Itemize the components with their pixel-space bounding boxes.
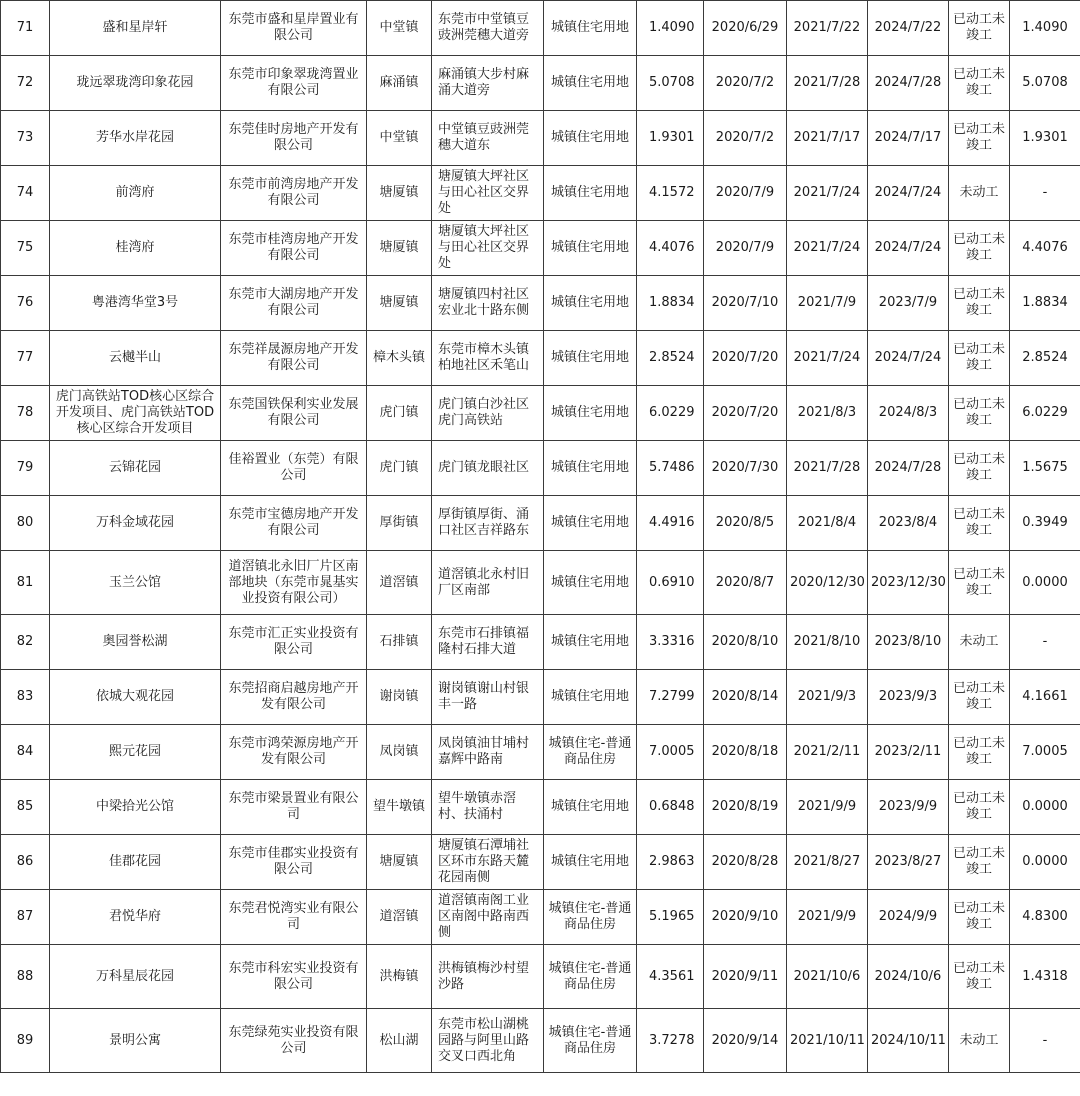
built-area-cell: 1.9301 bbox=[1010, 111, 1080, 166]
area-cell: 4.4916 bbox=[637, 496, 704, 551]
deal-date-cell: 2020/8/19 bbox=[704, 780, 787, 835]
table-row bbox=[1, 276, 1080, 331]
start-date-cell: 2021/2/11 bbox=[787, 725, 868, 780]
table-body bbox=[1, 1, 1080, 1073]
deal-date-cell: 2020/7/30 bbox=[704, 441, 787, 496]
row-number-cell: 77 bbox=[1, 331, 50, 386]
location-cell: 谢岗镇谢山村银丰一路 bbox=[432, 670, 544, 725]
completion-date-cell: 2023/12/30 bbox=[868, 551, 949, 615]
deal-date-cell: 2020/9/10 bbox=[704, 890, 787, 945]
status-cell: 已动工未竣工 bbox=[949, 56, 1010, 111]
start-date-cell: 2020/12/30 bbox=[787, 551, 868, 615]
project-name-cell: 景明公寓 bbox=[50, 1009, 221, 1073]
table-row bbox=[1, 1, 1080, 56]
start-date-cell: 2021/10/11 bbox=[787, 1009, 868, 1073]
land-use-cell: 城镇住宅用地 bbox=[544, 615, 637, 670]
row-number-cell: 85 bbox=[1, 780, 50, 835]
table-row bbox=[1, 496, 1080, 551]
location-cell: 东莞市石排镇福隆村石排大道 bbox=[432, 615, 544, 670]
location-cell: 东莞市樟木头镇柏地社区禾笔山 bbox=[432, 331, 544, 386]
company-cell: 东莞佳时房地产开发有限公司 bbox=[221, 111, 367, 166]
status-cell: 已动工未竣工 bbox=[949, 331, 1010, 386]
row-number-cell: 89 bbox=[1, 1009, 50, 1073]
table-row bbox=[1, 551, 1080, 615]
location-cell: 东莞市中堂镇豆豉洲莞穗大道旁 bbox=[432, 1, 544, 56]
start-date-cell: 2021/7/24 bbox=[787, 166, 868, 221]
project-name-cell: 虎门高铁站TOD核心区综合开发项目、虎门高铁站TOD核心区综合开发项目 bbox=[50, 386, 221, 441]
start-date-cell: 2021/9/9 bbox=[787, 780, 868, 835]
company-cell: 东莞市前湾房地产开发有限公司 bbox=[221, 166, 367, 221]
status-cell: 已动工未竣工 bbox=[949, 111, 1010, 166]
start-date-cell: 2021/7/22 bbox=[787, 1, 868, 56]
deal-date-cell: 2020/7/2 bbox=[704, 111, 787, 166]
area-cell: 1.9301 bbox=[637, 111, 704, 166]
company-cell: 东莞招商启越房地产开发有限公司 bbox=[221, 670, 367, 725]
completion-date-cell: 2024/7/24 bbox=[868, 166, 949, 221]
row-number-cell: 88 bbox=[1, 945, 50, 1009]
land-use-cell: 城镇住宅用地 bbox=[544, 331, 637, 386]
project-name-cell: 珑远翠珑湾印象花园 bbox=[50, 56, 221, 111]
town-cell: 虎门镇 bbox=[367, 386, 432, 441]
company-cell: 东莞绿苑实业投资有限公司 bbox=[221, 1009, 367, 1073]
company-cell: 东莞市印象翠珑湾置业有限公司 bbox=[221, 56, 367, 111]
project-name-cell: 芳华水岸花园 bbox=[50, 111, 221, 166]
status-cell: 已动工未竣工 bbox=[949, 835, 1010, 890]
built-area-cell: 0.0000 bbox=[1010, 780, 1080, 835]
status-cell: 已动工未竣工 bbox=[949, 441, 1010, 496]
deal-date-cell: 2020/7/9 bbox=[704, 221, 787, 276]
table-row bbox=[1, 221, 1080, 276]
land-use-cell: 城镇住宅用地 bbox=[544, 56, 637, 111]
town-cell: 道滘镇 bbox=[367, 551, 432, 615]
location-cell: 塘厦镇大坪社区与田心社区交界处 bbox=[432, 166, 544, 221]
land-use-cell: 城镇住宅用地 bbox=[544, 670, 637, 725]
built-area-cell: 1.4318 bbox=[1010, 945, 1080, 1009]
table-row bbox=[1, 615, 1080, 670]
area-cell: 3.7278 bbox=[637, 1009, 704, 1073]
deal-date-cell: 2020/7/9 bbox=[704, 166, 787, 221]
built-area-cell: 0.0000 bbox=[1010, 835, 1080, 890]
company-cell: 东莞市宝德房地产开发有限公司 bbox=[221, 496, 367, 551]
project-name-cell: 依城大观花园 bbox=[50, 670, 221, 725]
location-cell: 中堂镇豆豉洲莞穗大道东 bbox=[432, 111, 544, 166]
location-cell: 道滘镇北永村旧厂区南部 bbox=[432, 551, 544, 615]
start-date-cell: 2021/7/24 bbox=[787, 221, 868, 276]
location-cell: 东莞市松山湖桃园路与阿里山路交叉口西北角 bbox=[432, 1009, 544, 1073]
deal-date-cell: 2020/8/14 bbox=[704, 670, 787, 725]
row-number-cell: 82 bbox=[1, 615, 50, 670]
deal-date-cell: 2020/7/2 bbox=[704, 56, 787, 111]
area-cell: 0.6848 bbox=[637, 780, 704, 835]
location-cell: 塘厦镇四村社区宏业北十路东侧 bbox=[432, 276, 544, 331]
row-number-cell: 80 bbox=[1, 496, 50, 551]
completion-date-cell: 2023/8/27 bbox=[868, 835, 949, 890]
status-cell: 未动工 bbox=[949, 1009, 1010, 1073]
table-row bbox=[1, 111, 1080, 166]
completion-date-cell: 2024/7/24 bbox=[868, 221, 949, 276]
project-name-cell: 万科星辰花园 bbox=[50, 945, 221, 1009]
status-cell: 已动工未竣工 bbox=[949, 386, 1010, 441]
project-name-cell: 佳郡花园 bbox=[50, 835, 221, 890]
project-name-cell: 粤港湾华堂3号 bbox=[50, 276, 221, 331]
status-cell: 已动工未竣工 bbox=[949, 551, 1010, 615]
deal-date-cell: 2020/8/10 bbox=[704, 615, 787, 670]
start-date-cell: 2021/7/24 bbox=[787, 331, 868, 386]
completion-date-cell: 2024/7/24 bbox=[868, 331, 949, 386]
area-cell: 4.4076 bbox=[637, 221, 704, 276]
table-row bbox=[1, 56, 1080, 111]
completion-date-cell: 2023/9/3 bbox=[868, 670, 949, 725]
project-name-cell: 熙元花园 bbox=[50, 725, 221, 780]
company-cell: 东莞市桂湾房地产开发有限公司 bbox=[221, 221, 367, 276]
row-number-cell: 72 bbox=[1, 56, 50, 111]
row-number-cell: 87 bbox=[1, 890, 50, 945]
deal-date-cell: 2020/8/28 bbox=[704, 835, 787, 890]
town-cell: 塘厦镇 bbox=[367, 221, 432, 276]
row-number-cell: 73 bbox=[1, 111, 50, 166]
deal-date-cell: 2020/7/10 bbox=[704, 276, 787, 331]
built-area-cell: 4.4076 bbox=[1010, 221, 1080, 276]
location-cell: 虎门镇白沙社区虎门高铁站 bbox=[432, 386, 544, 441]
project-name-cell: 君悦华府 bbox=[50, 890, 221, 945]
town-cell: 塘厦镇 bbox=[367, 166, 432, 221]
area-cell: 2.8524 bbox=[637, 331, 704, 386]
land-use-cell: 城镇住宅-普通商品住房 bbox=[544, 890, 637, 945]
completion-date-cell: 2024/7/28 bbox=[868, 441, 949, 496]
built-area-cell: - bbox=[1010, 166, 1080, 221]
start-date-cell: 2021/8/27 bbox=[787, 835, 868, 890]
deal-date-cell: 2020/8/18 bbox=[704, 725, 787, 780]
row-number-cell: 74 bbox=[1, 166, 50, 221]
company-cell: 道滘镇北永旧厂片区南部地块（东莞市晁基实业投资有限公司） bbox=[221, 551, 367, 615]
location-cell: 洪梅镇梅沙村望沙路 bbox=[432, 945, 544, 1009]
area-cell: 5.0708 bbox=[637, 56, 704, 111]
location-cell: 望牛墩镇赤滘村、扶涌村 bbox=[432, 780, 544, 835]
town-cell: 麻涌镇 bbox=[367, 56, 432, 111]
company-cell: 东莞市鸿荣源房地产开发有限公司 bbox=[221, 725, 367, 780]
company-cell: 东莞市梁景置业有限公司 bbox=[221, 780, 367, 835]
table-row bbox=[1, 331, 1080, 386]
start-date-cell: 2021/9/3 bbox=[787, 670, 868, 725]
area-cell: 4.3561 bbox=[637, 945, 704, 1009]
land-use-cell: 城镇住宅-普通商品住房 bbox=[544, 1009, 637, 1073]
area-cell: 1.8834 bbox=[637, 276, 704, 331]
area-cell: 2.9863 bbox=[637, 835, 704, 890]
deal-date-cell: 2020/7/20 bbox=[704, 386, 787, 441]
town-cell: 石排镇 bbox=[367, 615, 432, 670]
completion-date-cell: 2024/10/11 bbox=[868, 1009, 949, 1073]
status-cell: 已动工未竣工 bbox=[949, 670, 1010, 725]
area-cell: 7.0005 bbox=[637, 725, 704, 780]
deal-date-cell: 2020/9/11 bbox=[704, 945, 787, 1009]
table-row bbox=[1, 166, 1080, 221]
start-date-cell: 2021/7/28 bbox=[787, 441, 868, 496]
table-row bbox=[1, 835, 1080, 890]
built-area-cell: 1.4090 bbox=[1010, 1, 1080, 56]
deal-date-cell: 2020/8/7 bbox=[704, 551, 787, 615]
project-name-cell: 云樾半山 bbox=[50, 331, 221, 386]
town-cell: 凤岗镇 bbox=[367, 725, 432, 780]
status-cell: 已动工未竣工 bbox=[949, 890, 1010, 945]
land-use-cell: 城镇住宅用地 bbox=[544, 551, 637, 615]
row-number-cell: 81 bbox=[1, 551, 50, 615]
completion-date-cell: 2024/9/9 bbox=[868, 890, 949, 945]
completion-date-cell: 2024/10/6 bbox=[868, 945, 949, 1009]
town-cell: 塘厦镇 bbox=[367, 276, 432, 331]
company-cell: 东莞市汇正实业投资有限公司 bbox=[221, 615, 367, 670]
table-row bbox=[1, 725, 1080, 780]
project-name-cell: 云锦花园 bbox=[50, 441, 221, 496]
location-cell: 凤岗镇油甘埔村嘉辉中路南 bbox=[432, 725, 544, 780]
town-cell: 中堂镇 bbox=[367, 1, 432, 56]
row-number-cell: 78 bbox=[1, 386, 50, 441]
location-cell: 塘厦镇大坪社区与田心社区交界处 bbox=[432, 221, 544, 276]
project-name-cell: 桂湾府 bbox=[50, 221, 221, 276]
completion-date-cell: 2023/8/10 bbox=[868, 615, 949, 670]
built-area-cell: - bbox=[1010, 615, 1080, 670]
location-cell: 虎门镇龙眼社区 bbox=[432, 441, 544, 496]
land-use-cell: 城镇住宅-普通商品住房 bbox=[544, 725, 637, 780]
table-row bbox=[1, 780, 1080, 835]
table-row bbox=[1, 386, 1080, 441]
town-cell: 中堂镇 bbox=[367, 111, 432, 166]
table-row bbox=[1, 1009, 1080, 1073]
land-use-cell: 城镇住宅用地 bbox=[544, 111, 637, 166]
land-use-cell: 城镇住宅用地 bbox=[544, 276, 637, 331]
land-use-cell: 城镇住宅用地 bbox=[544, 221, 637, 276]
built-area-cell: 0.0000 bbox=[1010, 551, 1080, 615]
town-cell: 虎门镇 bbox=[367, 441, 432, 496]
row-number-cell: 76 bbox=[1, 276, 50, 331]
status-cell: 已动工未竣工 bbox=[949, 725, 1010, 780]
town-cell: 樟木头镇 bbox=[367, 331, 432, 386]
status-cell: 未动工 bbox=[949, 615, 1010, 670]
company-cell: 东莞祥晟源房地产开发有限公司 bbox=[221, 331, 367, 386]
row-number-cell: 75 bbox=[1, 221, 50, 276]
land-use-cell: 城镇住宅-普通商品住房 bbox=[544, 945, 637, 1009]
start-date-cell: 2021/8/3 bbox=[787, 386, 868, 441]
built-area-cell: 5.0708 bbox=[1010, 56, 1080, 111]
land-use-cell: 城镇住宅用地 bbox=[544, 835, 637, 890]
location-cell: 塘厦镇石潭埔社区环市东路天麓花园南侧 bbox=[432, 835, 544, 890]
project-name-cell: 前湾府 bbox=[50, 166, 221, 221]
land-use-cell: 城镇住宅用地 bbox=[544, 386, 637, 441]
status-cell: 未动工 bbox=[949, 166, 1010, 221]
completion-date-cell: 2023/8/4 bbox=[868, 496, 949, 551]
land-use-cell: 城镇住宅用地 bbox=[544, 496, 637, 551]
start-date-cell: 2021/8/4 bbox=[787, 496, 868, 551]
built-area-cell: 4.8300 bbox=[1010, 890, 1080, 945]
area-cell: 6.0229 bbox=[637, 386, 704, 441]
location-cell: 道滘镇南阁工业区南阁中路南西侧 bbox=[432, 890, 544, 945]
status-cell: 已动工未竣工 bbox=[949, 780, 1010, 835]
status-cell: 已动工未竣工 bbox=[949, 945, 1010, 1009]
town-cell: 塘厦镇 bbox=[367, 835, 432, 890]
project-name-cell: 奥园誉松湖 bbox=[50, 615, 221, 670]
deal-date-cell: 2020/6/29 bbox=[704, 1, 787, 56]
company-cell: 东莞市大湖房地产开发有限公司 bbox=[221, 276, 367, 331]
start-date-cell: 2021/7/17 bbox=[787, 111, 868, 166]
start-date-cell: 2021/9/9 bbox=[787, 890, 868, 945]
town-cell: 谢岗镇 bbox=[367, 670, 432, 725]
project-name-cell: 万科金域花园 bbox=[50, 496, 221, 551]
area-cell: 1.4090 bbox=[637, 1, 704, 56]
built-area-cell: 7.0005 bbox=[1010, 725, 1080, 780]
town-cell: 望牛墩镇 bbox=[367, 780, 432, 835]
completion-date-cell: 2023/7/9 bbox=[868, 276, 949, 331]
status-cell: 已动工未竣工 bbox=[949, 276, 1010, 331]
town-cell: 道滘镇 bbox=[367, 890, 432, 945]
company-cell: 东莞国铁保利实业发展有限公司 bbox=[221, 386, 367, 441]
land-use-cell: 城镇住宅用地 bbox=[544, 166, 637, 221]
row-number-cell: 86 bbox=[1, 835, 50, 890]
location-cell: 厚街镇厚街、涌口社区吉祥路东 bbox=[432, 496, 544, 551]
area-cell: 7.2799 bbox=[637, 670, 704, 725]
project-name-cell: 盛和星岸轩 bbox=[50, 1, 221, 56]
start-date-cell: 2021/7/9 bbox=[787, 276, 868, 331]
land-use-cell: 城镇住宅用地 bbox=[544, 780, 637, 835]
row-number-cell: 79 bbox=[1, 441, 50, 496]
town-cell: 厚街镇 bbox=[367, 496, 432, 551]
built-area-cell: 1.5675 bbox=[1010, 441, 1080, 496]
deal-date-cell: 2020/7/20 bbox=[704, 331, 787, 386]
completion-date-cell: 2023/2/11 bbox=[868, 725, 949, 780]
land-use-cell: 城镇住宅用地 bbox=[544, 441, 637, 496]
table-row bbox=[1, 441, 1080, 496]
company-cell: 东莞市佳郡实业投资有限公司 bbox=[221, 835, 367, 890]
built-area-cell: 4.1661 bbox=[1010, 670, 1080, 725]
town-cell: 松山湖 bbox=[367, 1009, 432, 1073]
land-use-cell: 城镇住宅用地 bbox=[544, 1, 637, 56]
completion-date-cell: 2024/7/17 bbox=[868, 111, 949, 166]
completion-date-cell: 2023/9/9 bbox=[868, 780, 949, 835]
table-row bbox=[1, 945, 1080, 1009]
row-number-cell: 83 bbox=[1, 670, 50, 725]
built-area-cell: 6.0229 bbox=[1010, 386, 1080, 441]
company-cell: 佳裕置业（东莞）有限公司 bbox=[221, 441, 367, 496]
area-cell: 3.3316 bbox=[637, 615, 704, 670]
start-date-cell: 2021/7/28 bbox=[787, 56, 868, 111]
completion-date-cell: 2024/8/3 bbox=[868, 386, 949, 441]
built-area-cell: - bbox=[1010, 1009, 1080, 1073]
status-cell: 已动工未竣工 bbox=[949, 221, 1010, 276]
area-cell: 5.7486 bbox=[637, 441, 704, 496]
area-cell: 4.1572 bbox=[637, 166, 704, 221]
area-cell: 5.1965 bbox=[637, 890, 704, 945]
status-cell: 已动工未竣工 bbox=[949, 1, 1010, 56]
table-row bbox=[1, 890, 1080, 945]
row-number-cell: 71 bbox=[1, 1, 50, 56]
built-area-cell: 2.8524 bbox=[1010, 331, 1080, 386]
company-cell: 东莞市科宏实业投资有限公司 bbox=[221, 945, 367, 1009]
table-row bbox=[1, 670, 1080, 725]
company-cell: 东莞君悦湾实业有限公司 bbox=[221, 890, 367, 945]
row-number-cell: 84 bbox=[1, 725, 50, 780]
start-date-cell: 2021/10/6 bbox=[787, 945, 868, 1009]
project-name-cell: 玉兰公馆 bbox=[50, 551, 221, 615]
deal-date-cell: 2020/9/14 bbox=[704, 1009, 787, 1073]
project-name-cell: 中梁拾光公馆 bbox=[50, 780, 221, 835]
area-cell: 0.6910 bbox=[637, 551, 704, 615]
start-date-cell: 2021/8/10 bbox=[787, 615, 868, 670]
deal-date-cell: 2020/8/5 bbox=[704, 496, 787, 551]
completion-date-cell: 2024/7/22 bbox=[868, 1, 949, 56]
location-cell: 麻涌镇大步村麻涌大道旁 bbox=[432, 56, 544, 111]
company-cell: 东莞市盛和星岸置业有限公司 bbox=[221, 1, 367, 56]
town-cell: 洪梅镇 bbox=[367, 945, 432, 1009]
built-area-cell: 1.8834 bbox=[1010, 276, 1080, 331]
completion-date-cell: 2024/7/28 bbox=[868, 56, 949, 111]
status-cell: 已动工未竣工 bbox=[949, 496, 1010, 551]
built-area-cell: 0.3949 bbox=[1010, 496, 1080, 551]
